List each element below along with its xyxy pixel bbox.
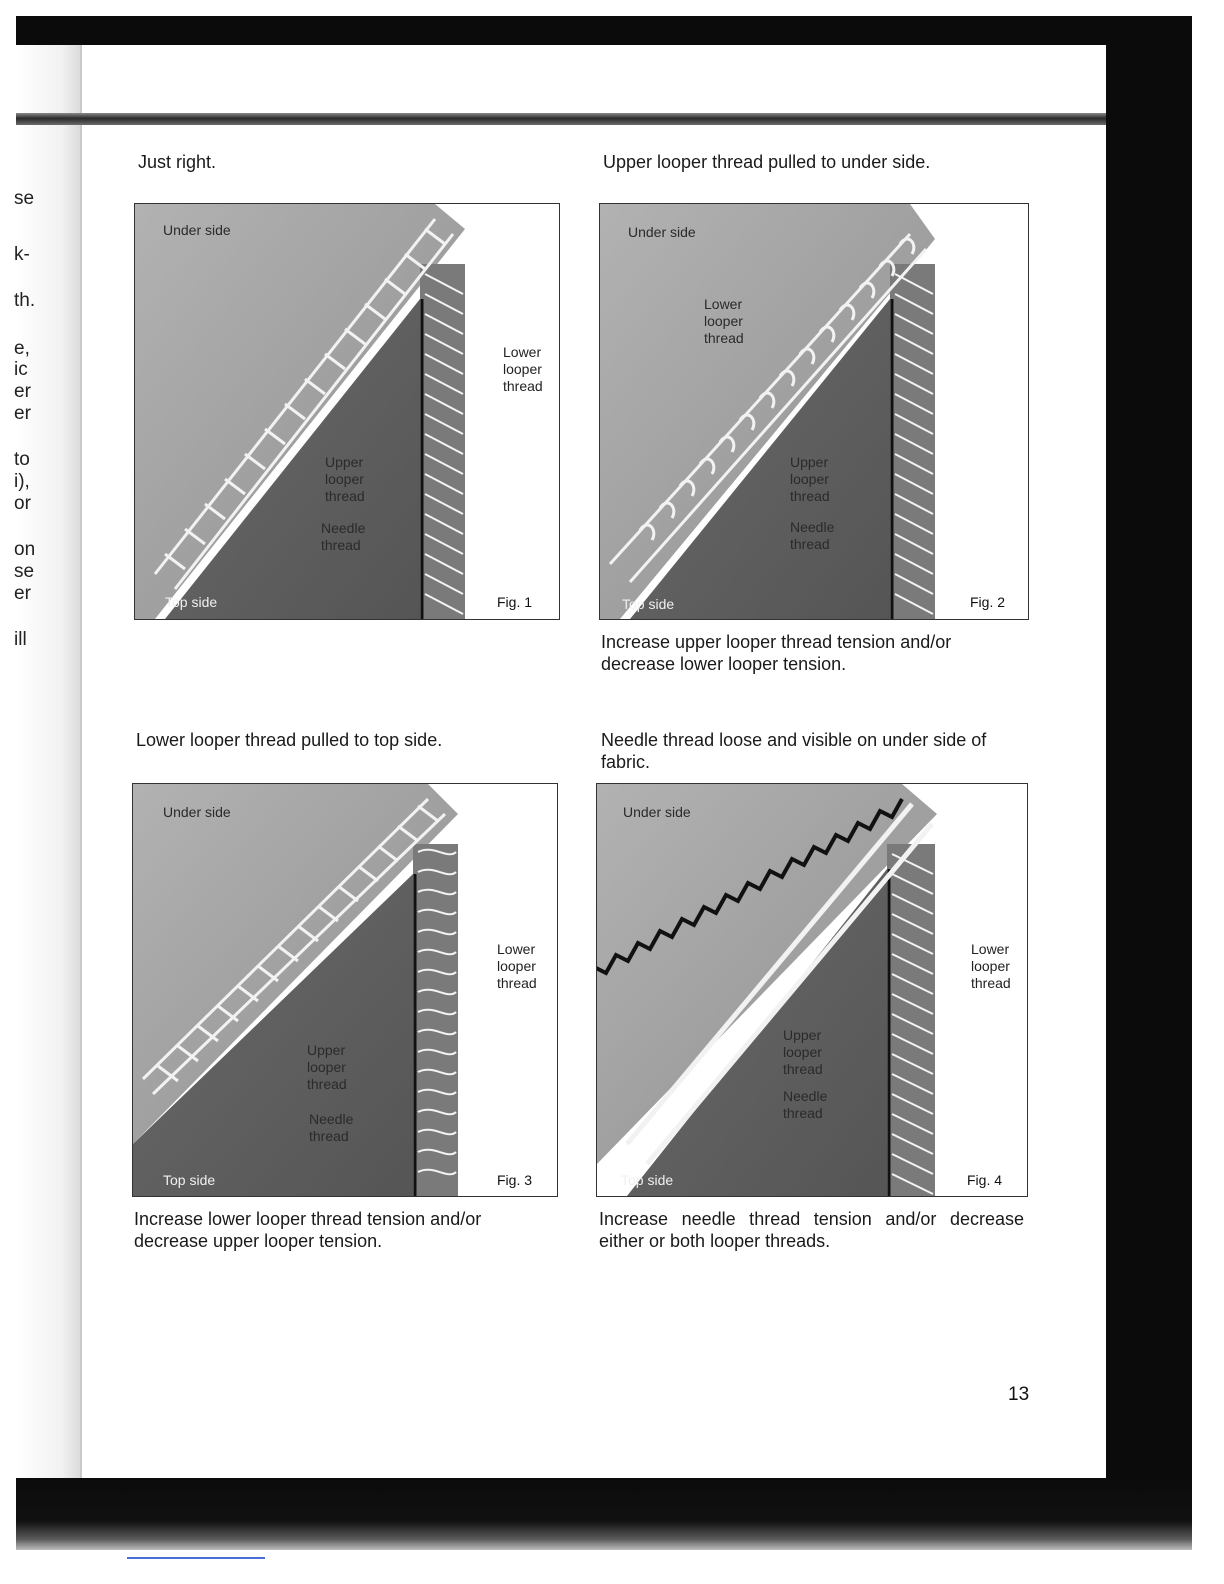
remedy-text: Increase upper looper thread tension and/or decrease lower looper tension. (601, 632, 952, 674)
margin-fragment: er (14, 403, 31, 424)
figure-number: Fig. 2 (970, 594, 1006, 610)
needle-thread-label: Needle thread (321, 520, 366, 553)
top-side-label: Top side (622, 596, 675, 612)
margin-fragment: th. (14, 290, 36, 311)
figure-number: Fig. 1 (497, 594, 533, 610)
margin-fragment: er (14, 583, 31, 604)
under-side-label: Under side (628, 224, 696, 240)
lower-looper-label: Lower looper thread (704, 296, 744, 346)
margin-fragment: er (14, 381, 31, 402)
needle-thread-label: Needle thread (309, 1111, 354, 1144)
figure-2 (599, 203, 1029, 620)
margin-fragment: k- (14, 244, 30, 265)
lower-looper-label: Lower looper thread (503, 344, 543, 394)
lower-looper-label: Lower looper thread (497, 941, 537, 991)
under-side-label: Under side (163, 222, 231, 238)
panel-heading: Lower looper thread pulled to top side. (136, 730, 443, 750)
upper-looper-label: Upper looper thread (325, 454, 365, 504)
margin-fragment: or (14, 493, 31, 514)
top-side-label: Top side (163, 1172, 216, 1188)
stitch-illustration (135, 204, 559, 619)
figure-1 (134, 203, 560, 620)
needle-thread-label: Needle thread (790, 519, 835, 552)
scan-border-right (1106, 16, 1192, 1536)
lower-looper-label: Lower looper thread (971, 941, 1011, 991)
panel-heading: Upper looper thread pulled to under side. (603, 152, 931, 172)
figure-3 (132, 783, 558, 1197)
upper-looper-label: Upper looper thread (783, 1027, 823, 1077)
remedy-text: Increase lower looper thread tension and/or decrease upper looper tension. (134, 1209, 482, 1251)
upper-looper-label: Upper looper thread (307, 1042, 347, 1092)
page-number: 13 (1008, 1384, 1030, 1405)
under-side-label: Under side (163, 804, 231, 820)
upper-looper-label: Upper looper thread (790, 454, 830, 504)
margin-fragment: se (14, 188, 35, 209)
scan-border-bottom (16, 1478, 1192, 1550)
margin-fragment: e, (14, 338, 30, 359)
remedy-text: Increase needle thread tension and/or decrease either or both looper threads. (599, 1209, 1024, 1251)
figure-number: Fig. 4 (967, 1172, 1003, 1188)
under-side-label: Under side (623, 804, 691, 820)
figure-number: Fig. 3 (497, 1172, 533, 1188)
margin-fragment: i), (14, 471, 30, 492)
margin-fragment: to (14, 449, 30, 470)
figure-4 (596, 783, 1028, 1197)
margin-fragment: se (14, 561, 35, 582)
top-side-label: Top side (165, 594, 218, 610)
margin-fragment: ic (14, 359, 28, 380)
stitch-illustration (600, 204, 1028, 619)
header-rule (16, 113, 1106, 125)
stitch-illustration (597, 784, 1027, 1196)
margin-fragment: ill (14, 629, 27, 650)
panel-heading: Just right. (138, 152, 217, 172)
scan-footer-mark (127, 1557, 265, 1559)
margin-fragment: on (14, 539, 36, 560)
gutter-line (80, 45, 82, 1478)
panel-heading: Needle thread loose and visible on under side of fabric. (601, 730, 987, 772)
needle-thread-label: Needle thread (783, 1088, 828, 1121)
scan-border-top (16, 16, 1192, 45)
top-side-label: Top side (621, 1172, 674, 1188)
